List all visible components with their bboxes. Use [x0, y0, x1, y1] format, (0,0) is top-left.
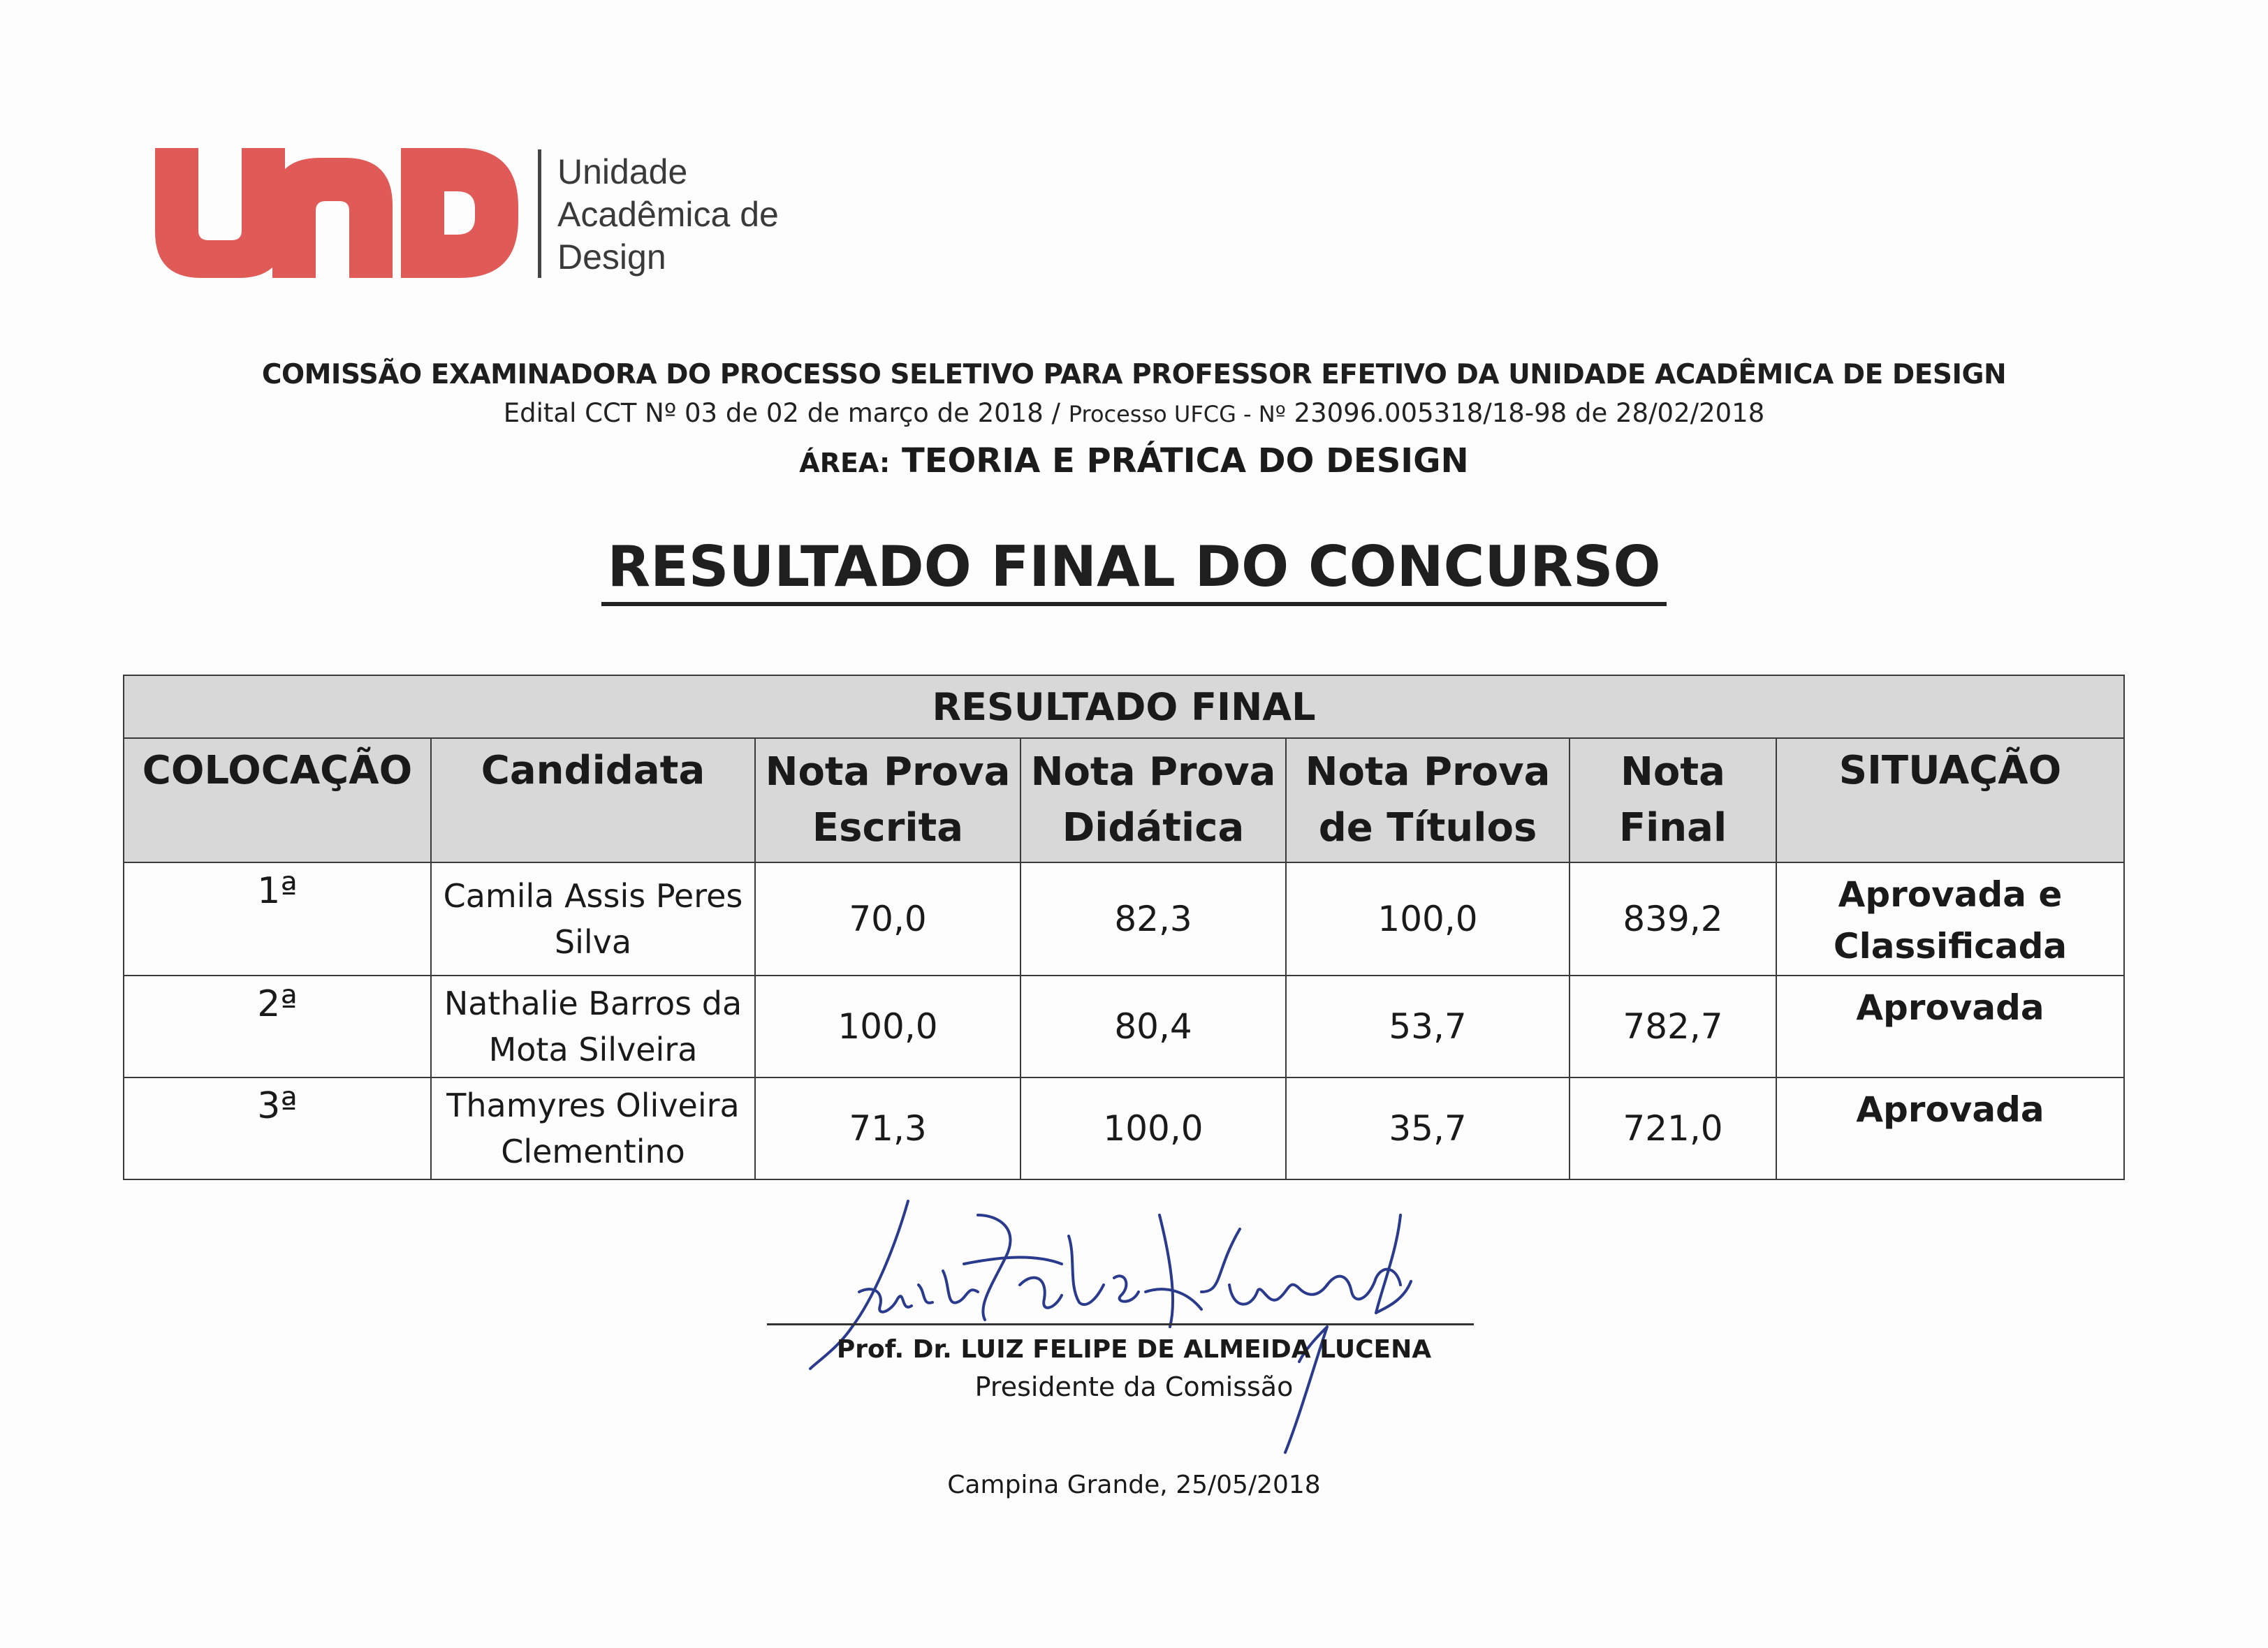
col-header-escrita [755, 738, 1020, 862]
col-header-titulos [1286, 738, 1570, 862]
cell-colocacao: 1ª [124, 862, 431, 976]
col-header-final [1570, 738, 1776, 862]
status-line: Aprovada [1856, 1089, 2044, 1130]
logo-divider [538, 149, 541, 278]
table-row [124, 862, 2124, 976]
cell-escrita: 71,3 [755, 1077, 1020, 1179]
cell-colocacao: 3ª [124, 1077, 431, 1179]
signer-role: Presidente da Comissão [974, 1371, 1294, 1402]
table-row [124, 1077, 2124, 1179]
cell-titulos: 35,7 [1286, 1077, 1570, 1179]
cell-candidata [431, 1077, 755, 1179]
status-line: Aprovada [1856, 987, 2044, 1028]
cell-final: 721,0 [1570, 1077, 1776, 1179]
cell-colocacao: 2ª [124, 976, 431, 1077]
signature-line [767, 1323, 1474, 1325]
logo-line: Unidade [557, 152, 688, 191]
col-header-situacao [1776, 738, 2124, 862]
status-line: Classificada [1833, 926, 2068, 966]
col-header-text: Didática [1062, 805, 1245, 851]
cell-didatica: 80,4 [1020, 976, 1286, 1077]
table-group-header-row [124, 675, 2124, 738]
col-header-candidata [431, 738, 755, 862]
status-line: Aprovada e [1838, 874, 2063, 915]
col-header-text: Nota [1620, 749, 1725, 795]
candidate-name-line: Camila Assis Peres [443, 877, 743, 915]
place-date: Campina Grande, 25/05/2018 [947, 1471, 1321, 1499]
logo-line: Acadêmica de [557, 195, 779, 234]
cell-didatica: 82,3 [1020, 862, 1286, 976]
candidate-name-line: Clementino [501, 1133, 685, 1170]
col-header-text: Nota Prova [1305, 749, 1551, 795]
area-line [0, 441, 2268, 480]
cell-titulos: 53,7 [1286, 976, 1570, 1077]
cell-situacao [1776, 862, 2124, 976]
table-row [124, 976, 2124, 1077]
col-header-text: Escrita [812, 805, 964, 851]
col-header-text: Final [1618, 805, 1727, 851]
col-header-text: Nota Prova [1030, 749, 1276, 795]
result-title [0, 534, 2268, 606]
edital-main: Edital CCT Nº 03 de 02 de março de 2018 / [503, 398, 1060, 428]
candidate-name-line: Nathalie Barros da [444, 985, 742, 1022]
results-table-container [123, 675, 2123, 1180]
cell-didatica: 100,0 [1020, 1077, 1286, 1179]
col-header-didatica [1020, 738, 1286, 862]
results-table [123, 675, 2125, 1180]
candidate-name-line: Thamyres Oliveira [446, 1087, 740, 1124]
logo-line: Design [557, 237, 666, 277]
cell-titulos: 100,0 [1286, 862, 1570, 976]
table-column-header-row [124, 738, 2124, 862]
logo-wordmark [557, 151, 779, 279]
cell-escrita: 100,0 [755, 976, 1020, 1077]
col-header-text: SITUAÇÃO [1838, 748, 2062, 793]
cell-candidata [431, 976, 755, 1077]
uad-logo [155, 148, 798, 281]
cell-escrita: 70,0 [755, 862, 1020, 976]
edital-line [0, 398, 2268, 428]
cell-final: 839,2 [1570, 862, 1776, 976]
cell-situacao [1776, 976, 2124, 1077]
edital-process-number: 23096.005318/18-98 de 28/02/2018 [1294, 398, 1765, 428]
cell-situacao [1776, 1077, 2124, 1179]
col-header-colocacao [124, 738, 431, 862]
area-label: ÁREA: [799, 448, 891, 478]
area-value: TEORIA E PRÁTICA DO DESIGN [901, 441, 1469, 480]
signer-name: Prof. Dr. LUIZ FELIPE DE ALMEIDA LUCENA [836, 1335, 1432, 1364]
group-header: RESULTADO FINAL [124, 675, 2124, 738]
col-header-text: Candidata [481, 748, 705, 793]
col-header-text: COLOCAÇÃO [142, 748, 413, 793]
cell-final: 782,7 [1570, 976, 1776, 1077]
cell-candidata [431, 862, 755, 976]
uad-logo-mark [155, 148, 518, 281]
candidate-name-line: Silva [554, 923, 632, 961]
result-title-text: RESULTADO FINAL DO CONCURSO [601, 534, 1666, 606]
col-header-text: de Títulos [1318, 805, 1537, 851]
committee-heading: COMISSÃO EXAMINADORA DO PROCESSO SELETIVO PARA PROFESSOR EFETIVO DA UNIDADE ACADÊMICA DE DESIGN [261, 359, 2007, 390]
candidate-name-line: Mota Silveira [488, 1031, 698, 1068]
col-header-text: Nota Prova [765, 749, 1011, 795]
edital-process-label: Processo UFCG - Nº [1068, 401, 1286, 427]
